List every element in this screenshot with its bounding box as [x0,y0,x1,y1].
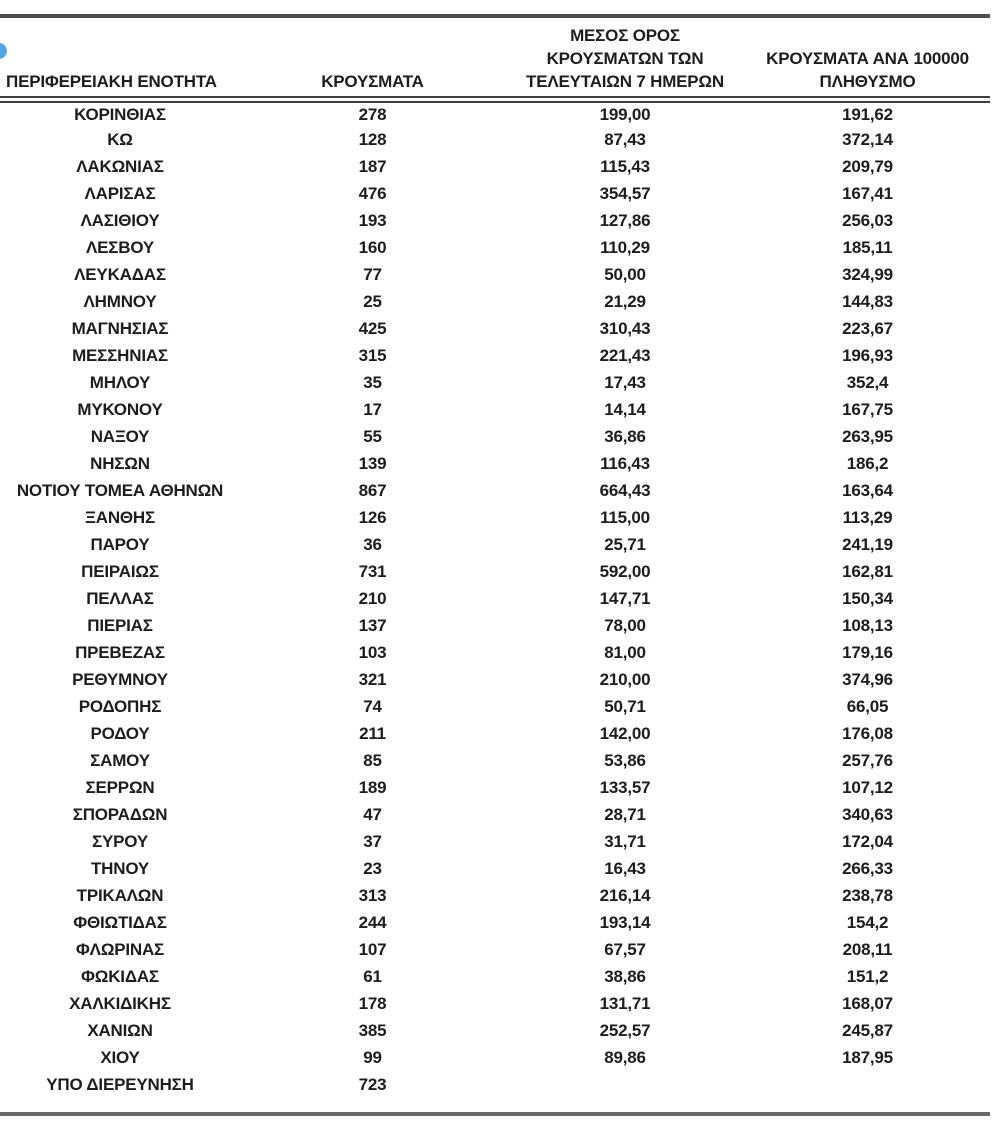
cell-avg7: 199,00 [599,104,651,124]
cell-per100k: 162,81 [842,562,893,581]
cell-per100k: 187,95 [842,1048,893,1067]
cell-per100k: 168,07 [842,994,893,1013]
header-per-100k-line1: ΚΡΟΥΣΜΑΤΑ ΑΝΑ 100000 [766,49,969,68]
cell-region: ΛΑΡΙΣΑΣ [84,184,156,203]
cell-region: ΦΩΚΙΔΑΣ [81,967,159,986]
table-row [0,748,990,775]
cell-avg7: 17,43 [604,373,646,392]
table-row [0,640,990,667]
cell-region: ΣΥΡΟΥ [92,832,148,851]
cell-cases: 25 [363,292,382,311]
cell-cases: 107 [358,940,387,959]
cell-region: ΛΑΣΙΘΙΟΥ [80,211,160,230]
cell-region: ΥΠΟ ΔΙΕΡΕΥΝΗΣΗ [46,1075,194,1094]
table-row [0,397,990,424]
cell-per100k: 238,78 [842,886,893,905]
cell-per100k: 150,34 [842,589,893,608]
table-row [0,721,990,748]
cell-region: ΛΕΥΚΑΔΑΣ [74,265,166,284]
cell-region: ΤΡΙΚΑΛΩΝ [76,886,164,905]
cell-avg7: 115,43 [600,157,650,176]
cell-cases: 103 [358,643,387,662]
cell-per100k: 209,79 [842,157,893,176]
cell-avg7: 36,86 [604,427,646,446]
cell-region: ΡΟΔΟΠΗΣ [78,697,162,716]
cell-per100k: 167,41 [842,184,893,203]
cell-per100k: 66,05 [846,697,889,716]
cell-per100k: 372,14 [842,130,893,149]
cell-region: ΠΙΕΡΙΑΣ [87,616,153,635]
cell-region: ΣΑΜΟΥ [90,751,150,770]
table-row [0,937,990,964]
table-row [0,505,990,532]
cell-cases: 99 [363,1048,382,1067]
cell-per100k: 151,2 [846,967,889,986]
cell-cases: 139 [358,454,387,473]
cell-region: ΜΕΣΣΗΝΙΑΣ [72,346,168,365]
cell-region: ΚΟΡΙΝΘΙΑΣ [74,104,166,124]
cell-region: ΛΗΜΝΟΥ [83,292,157,311]
cell-avg7: 81,00 [604,643,646,662]
cell-region: ΦΘΙΩΤΙΔΑΣ [73,913,167,932]
cell-cases: 315 [358,346,387,365]
header-per-100k-line2: ΠΛΗΘΥΣΜΟ [819,72,916,91]
header-cases: ΚΡΟΥΣΜΑΤΑ [240,16,505,100]
table-row [0,667,990,694]
cell-avg7: 115,00 [600,508,650,527]
cell-region: ΜΗΛΟΥ [89,373,151,392]
cell-avg7: 87,43 [604,130,646,149]
cell-per100k: 186,2 [846,454,889,473]
header-avg-7day-line3: ΤΕΛΕΥΤΑΙΩΝ 7 ΗΜΕΡΩΝ [526,72,724,91]
cell-avg7: 131,71 [599,994,651,1013]
cell-per100k: 167,75 [842,400,893,419]
cell-cases: 17 [363,400,382,419]
cell-cases: 244 [358,913,387,932]
cell-region: ΣΕΡΡΩΝ [85,778,155,797]
table-row [0,910,990,937]
table-row [0,235,990,262]
cell-avg7: 14,14 [604,400,646,419]
cell-region: ΛΕΣΒΟΥ [85,238,155,257]
cell-region: ΚΩ [107,130,133,149]
cell-region: ΦΛΩΡΙΝΑΣ [75,940,165,959]
cell-avg7: 133,57 [599,778,651,797]
cell-region: ΝΑΞΟΥ [90,427,150,446]
cell-region: ΜΥΚΟΝΟΥ [77,400,163,419]
cell-avg7: 21,29 [604,292,646,311]
table-row [0,478,990,505]
cell-cases: 128 [358,130,387,149]
cell-avg7: 252,57 [599,1021,651,1040]
cell-per100k: 196,93 [842,346,893,365]
cell-per100k: 179,16 [842,643,893,662]
header-avg-7day [505,16,745,100]
table-row [0,991,990,1018]
cell-region: ΡΕΘΥΜΝΟΥ [72,670,168,689]
cell-per100k [745,1072,990,1099]
cell-per100k: 163,64 [842,481,893,500]
cell-cases: 189 [358,778,387,797]
cell-region: ΝΟΤΙΟΥ ΤΟΜΕΑ ΑΘΗΝΩΝ [16,481,224,500]
table-row [0,856,990,883]
table-header-row [0,16,990,100]
cell-avg7: 89,86 [604,1048,646,1067]
cell-avg7: 147,71 [599,589,651,608]
table-row [0,370,990,397]
cell-region: ΠΡΕΒΕΖΑΣ [75,643,165,662]
cell-region: ΝΗΣΩΝ [90,454,150,473]
cell-region: ΠΑΡΟΥ [90,535,150,554]
cell-cases: 867 [358,481,387,500]
table-row [0,208,990,235]
cell-per100k: 144,83 [842,292,893,311]
table-row [0,829,990,856]
cell-avg7: 193,14 [599,913,651,932]
cell-avg7 [505,1072,745,1099]
table-row [0,316,990,343]
table-row [0,1072,990,1099]
cell-per100k: 223,67 [842,319,893,338]
cell-cases: 35 [363,373,382,392]
cell-avg7: 110,29 [600,238,650,257]
header-per-100k [745,16,990,100]
cell-cases: 61 [363,967,382,986]
cell-cases: 385 [358,1021,387,1040]
cell-avg7: 78,00 [604,616,646,635]
cell-region: ΡΟΔΟΥ [90,724,150,743]
cell-cases: 37 [363,832,382,851]
cell-per100k: 107,12 [842,778,893,797]
cell-cases: 47 [363,805,382,824]
cell-region: ΧΑΛΚΙΔΙΚΗΣ [69,994,171,1013]
cell-avg7: 53,86 [604,751,646,770]
bottom-rule [0,1112,990,1116]
cell-avg7: 210,00 [599,670,651,689]
cell-cases: 313 [358,886,387,905]
cell-cases: 723 [358,1075,387,1094]
cell-per100k: 108,13 [842,616,893,635]
table-row [0,1045,990,1072]
header-avg-7day-line2: ΚΡΟΥΣΜΑΤΩΝ ΤΩΝ [546,49,704,68]
table-row [0,883,990,910]
cell-per100k: 245,87 [842,1021,893,1040]
cell-cases: 211 [359,724,386,743]
cell-cases: 321 [358,670,387,689]
table-row [0,100,990,127]
cell-per100k: 172,04 [842,832,893,851]
header-region-unit: ΠΕΡΙΦΕΡΕΙΑΚΗ ΕΝΟΤΗΤΑ [0,16,240,100]
table-body [0,100,990,1099]
table-row [0,802,990,829]
table-row [0,154,990,181]
cell-per100k: 324,99 [842,265,893,284]
cell-cases: 187 [358,157,387,176]
cell-per100k: 340,63 [842,805,893,824]
cell-region: ΣΠΟΡΑΔΩΝ [72,805,168,824]
cell-avg7: 127,86 [599,211,651,230]
cell-per100k: 266,33 [842,859,893,878]
table-row [0,262,990,289]
cell-avg7: 31,71 [604,832,646,851]
cell-avg7: 50,71 [604,697,646,716]
cell-avg7: 310,43 [599,319,651,338]
cell-per100k: 208,11 [842,940,893,959]
cell-avg7: 16,43 [604,859,646,878]
table-row [0,694,990,721]
table-row [0,127,990,154]
regional-cases-table [0,14,990,1099]
cell-per100k: 263,95 [842,427,893,446]
table-row [0,289,990,316]
cell-per100k: 241,19 [842,535,893,554]
cell-region: ΠΕΛΛΑΣ [86,589,154,608]
cell-region: ΠΕΙΡΑΙΩΣ [81,562,159,581]
cell-cases: 137 [358,616,387,635]
cell-avg7: 664,43 [599,481,651,500]
cell-per100k: 374,96 [842,670,893,689]
cell-cases: 193 [358,211,387,230]
cell-cases: 160 [358,238,387,257]
header-avg-7day-line1: ΜΕΣΟΣ ΟΡΟΣ [570,26,680,45]
cell-cases: 178 [358,994,387,1013]
cell-avg7: 67,57 [604,940,646,959]
cell-per100k: 176,08 [842,724,893,743]
cell-avg7: 354,57 [599,184,651,203]
table-row [0,181,990,208]
table-row [0,451,990,478]
cell-cases: 731 [358,562,387,581]
cell-region: ΧΙΟΥ [100,1048,140,1067]
cell-region: ΤΗΝΟΥ [90,859,150,878]
cell-cases: 476 [358,184,387,203]
cell-per100k: 191,62 [842,104,893,124]
cell-per100k: 352,4 [846,373,889,392]
cell-cases: 278 [358,104,387,124]
table-row [0,613,990,640]
table-row [0,775,990,802]
cell-per100k: 154,2 [846,913,889,932]
cell-region: ΧΑΝΙΩΝ [87,1021,153,1040]
table-row [0,424,990,451]
cell-cases: 126 [358,508,387,527]
cell-cases: 77 [363,265,382,284]
cell-per100k: 113,29 [842,508,893,527]
cell-per100k: 257,76 [842,751,893,770]
cell-avg7: 216,14 [599,886,651,905]
cell-avg7: 116,43 [600,454,650,473]
cell-avg7: 50,00 [604,265,646,284]
cell-cases: 74 [363,697,382,716]
cell-cases: 23 [363,859,382,878]
cell-cases: 55 [363,427,382,446]
cell-per100k: 256,03 [842,211,893,230]
cell-region: ΜΑΓΝΗΣΙΑΣ [71,319,169,338]
cell-region: ΛΑΚΩΝΙΑΣ [76,157,164,176]
table-row [0,586,990,613]
cell-cases: 210 [358,589,387,608]
cell-avg7: 38,86 [604,967,646,986]
cell-cases: 425 [358,319,387,338]
table-row [0,1018,990,1045]
table-row [0,964,990,991]
cell-avg7: 221,43 [599,346,651,365]
cell-avg7: 25,71 [604,535,646,554]
cell-cases: 85 [363,751,382,770]
cell-avg7: 142,00 [599,724,651,743]
table-row [0,532,990,559]
table-row [0,559,990,586]
cell-avg7: 592,00 [599,562,651,581]
cell-avg7: 28,71 [604,805,646,824]
cell-cases: 36 [363,535,382,554]
cell-region: ΞΑΝΘΗΣ [85,508,155,527]
table-row [0,343,990,370]
cell-per100k: 185,11 [842,238,893,257]
